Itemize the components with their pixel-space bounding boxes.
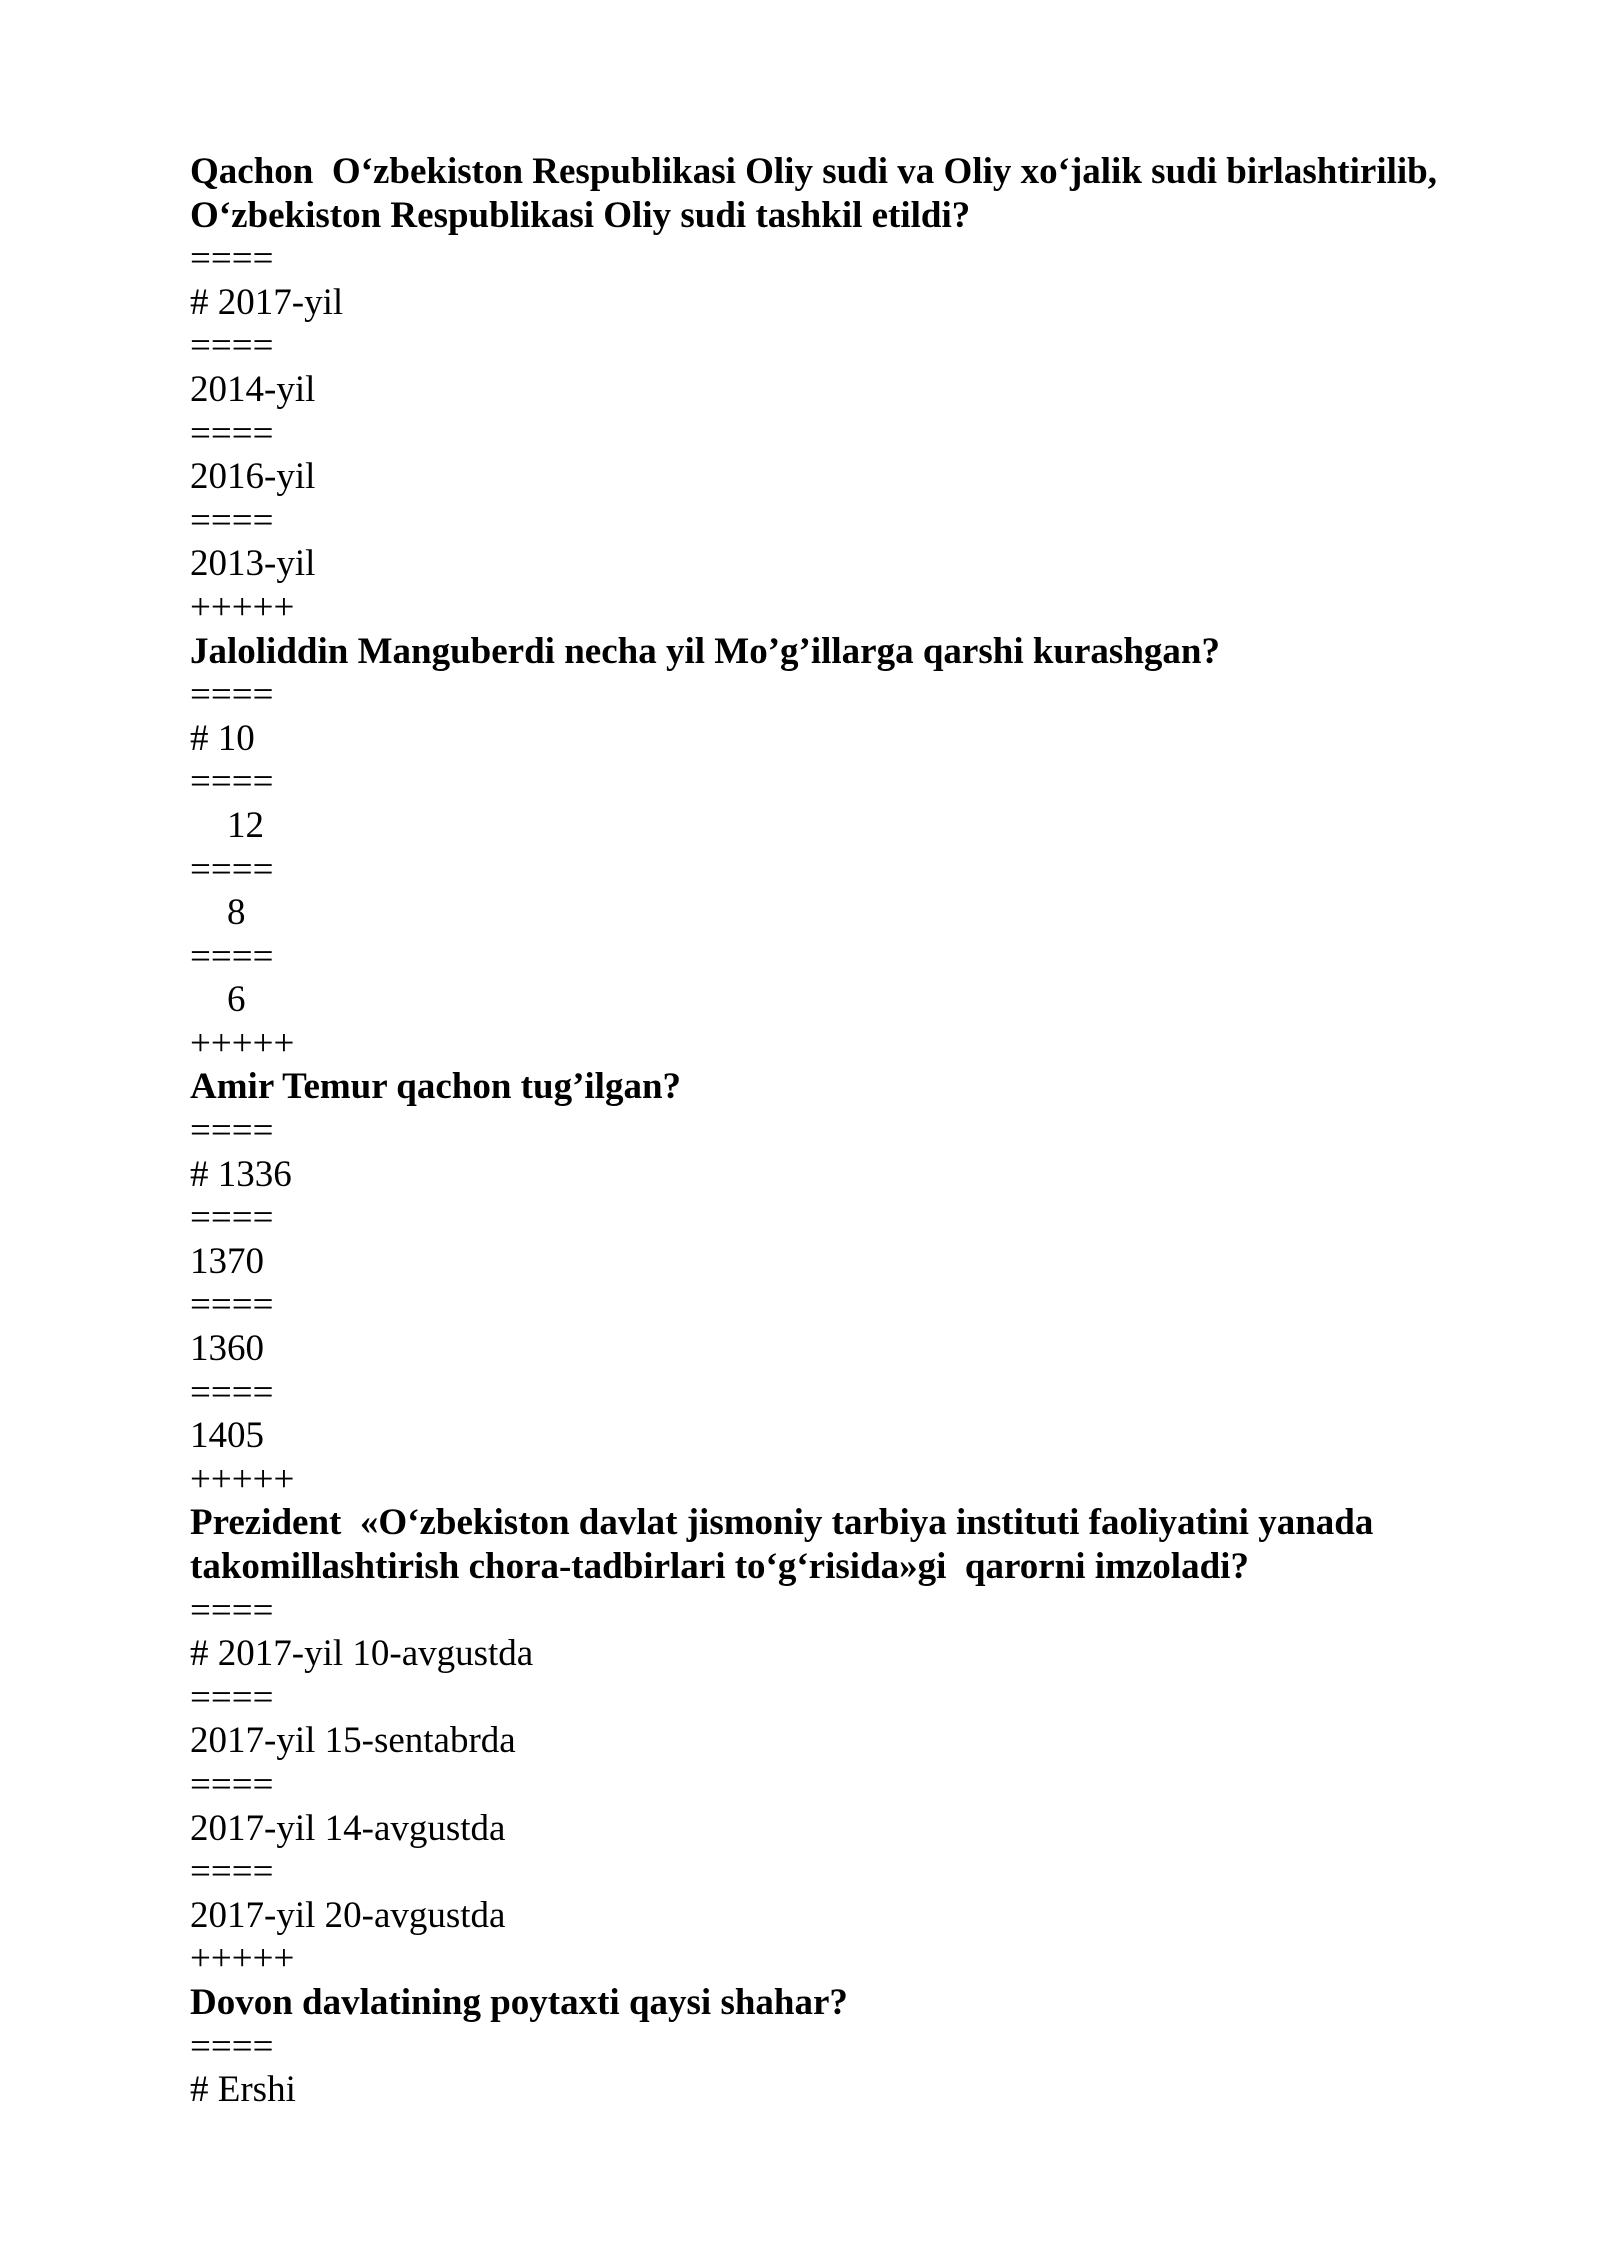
question-text: O‘zbekiston Respublikasi Oliy sudi tashkil etildi? (190, 194, 971, 236)
separator-line: ==== (190, 1110, 274, 1152)
separator-line: ==== (190, 674, 274, 716)
answer-option: 12 (190, 804, 264, 846)
separator-line: ==== (190, 2025, 274, 2067)
question-text: takomillashtirish chora-tadbirlari to‘g‘risida»gi qarorni imzoladi? (190, 1546, 1249, 1587)
question-end-marker: +++++ (190, 1938, 295, 1980)
question-text: Qachon O‘zbekiston Respublikasi Oliy sudi va Oliy xo‘jalik sudi birlashtirilib, (190, 151, 1437, 192)
answer-option: 2017-yil 14-avgustda (190, 1807, 506, 1849)
separator-line: ==== (190, 499, 274, 541)
correct-answer-option: # 10 (190, 717, 255, 759)
separator-line: ==== (190, 325, 274, 367)
separator-line: ==== (190, 1851, 274, 1893)
question-block (190, 1501, 1490, 1981)
separator-line: ==== (190, 1284, 274, 1326)
answer-option: 2017-yil 20-avgustda (190, 1894, 506, 1936)
question-text: Jaloliddin Manguberdi necha yil Mo’g’illarga qarshi kurashgan? (190, 630, 1220, 672)
correct-answer-option: # 2017-yil 10-avgustda (190, 1633, 534, 1675)
answer-option: 2017-yil 15-sentabrda (190, 1720, 516, 1762)
answer-option: 1370 (190, 1240, 264, 1282)
separator-line: ==== (190, 238, 274, 280)
answer-option: 6 (190, 979, 246, 1021)
answer-option: 2014-yil (190, 368, 316, 410)
answer-option: 8 (190, 892, 246, 934)
correct-answer-option: # Ershi (190, 2069, 296, 2111)
document-page (190, 150, 1490, 2112)
question-text: Amir Temur qachon tug’ilgan? (190, 1066, 682, 1108)
correct-answer-option: # 2017-yil (190, 281, 344, 323)
separator-line: ==== (190, 1371, 274, 1413)
question-block (190, 630, 1490, 1066)
question-end-marker: +++++ (190, 1458, 295, 1500)
question-end-marker: +++++ (190, 1022, 295, 1064)
question-end-marker: +++++ (190, 586, 295, 628)
question-block (190, 1065, 1490, 1501)
answer-option: 2016-yil (190, 456, 316, 498)
separator-line: ==== (190, 1197, 274, 1239)
separator-line: ==== (190, 412, 274, 454)
separator-line: ==== (190, 1676, 274, 1718)
separator-line: ==== (190, 761, 274, 803)
separator-line: ==== (190, 935, 274, 977)
separator-line: ==== (190, 1589, 274, 1631)
answer-option: 1405 (190, 1415, 264, 1457)
question-text: Prezident «O‘zbekiston davlat jismoniy tarbiya instituti faoliyatini yanada (190, 1502, 1374, 1544)
question-text: Dovon davlatining poytaxti qaysi shahar? (190, 1981, 848, 2023)
correct-answer-option: # 1336 (190, 1153, 292, 1195)
question-block (190, 150, 1490, 630)
separator-line: ==== (190, 848, 274, 890)
question-block (190, 1981, 1490, 2112)
answer-option: 2013-yil (190, 543, 316, 585)
separator-line: ==== (190, 1763, 274, 1805)
answer-option: 1360 (190, 1328, 264, 1370)
